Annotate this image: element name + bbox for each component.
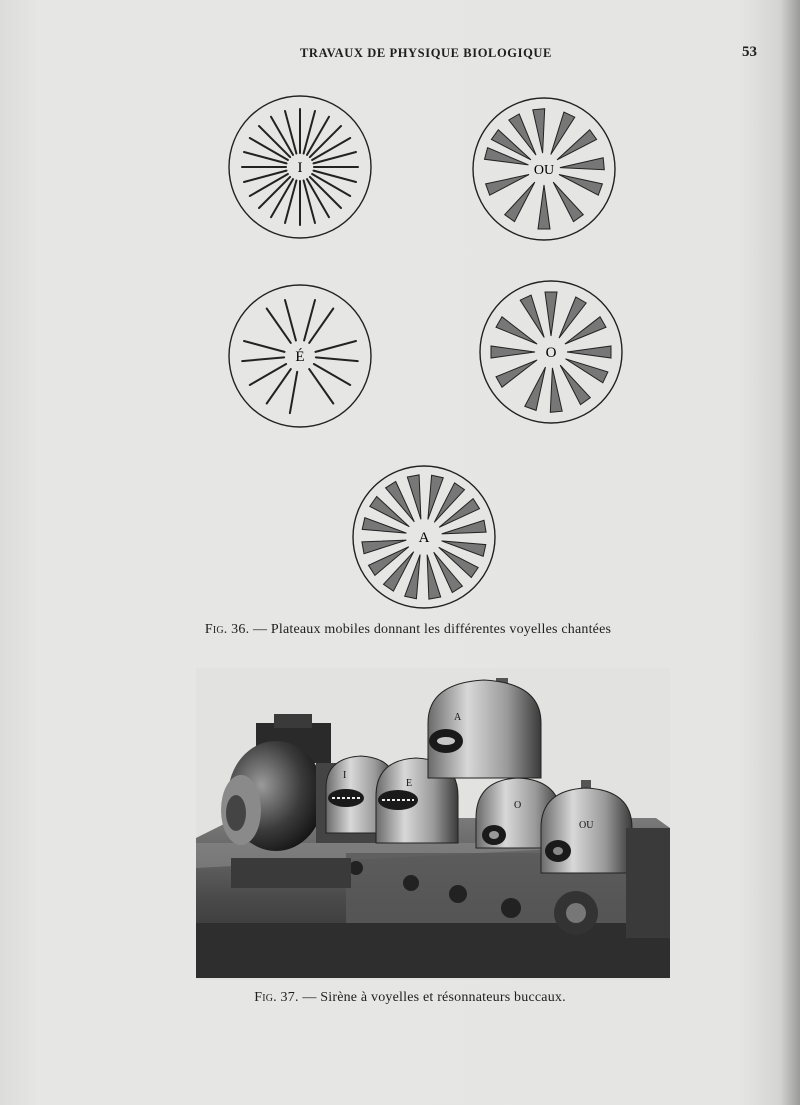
plate-slot: [538, 185, 550, 229]
plate-slot: [290, 372, 297, 413]
plate-slot: [316, 341, 357, 352]
plate-vowel-label: O: [545, 345, 557, 361]
figure-37-label: Fig. 37.: [254, 990, 299, 1005]
resonator-vowel-label: I: [343, 770, 347, 781]
running-head: [0, 46, 800, 66]
figure-37: [196, 668, 670, 980]
page-number: 53: [742, 44, 757, 60]
plate-slot: [285, 300, 296, 341]
plate-slot: [486, 175, 529, 196]
plate-slot: [285, 111, 296, 154]
plate-vowel-label: I: [297, 160, 303, 176]
plate-slot: [244, 341, 285, 352]
resonator-vowel-label: O: [514, 800, 522, 811]
plate-slot: [316, 357, 358, 361]
plate-slot: [314, 171, 357, 182]
plate-slot: [496, 360, 537, 387]
plate-slot: [304, 300, 315, 341]
plate-vowel-label: OU: [533, 163, 555, 178]
running-head-title: TRAVAUX DE PHYSIQUE BIOLOGIQUE: [300, 46, 552, 60]
plate-slot: [285, 181, 296, 224]
plate-slot: [244, 171, 287, 182]
plate-slot: [505, 182, 535, 222]
plate-e: [229, 285, 371, 427]
plate-slot: [496, 317, 537, 344]
plate-slot: [244, 152, 287, 163]
plate-slot: [567, 346, 611, 358]
figure-36: [215, 88, 635, 618]
plate-slot: [242, 357, 284, 361]
figure-36-caption-text: — Plateaux mobiles donnant les différentes voyelles chantées: [249, 622, 612, 637]
resonator-vowel-label: E: [406, 778, 413, 789]
figure-37-caption-text: — Sirène à voyelles et résonnateurs buccaux.: [298, 990, 566, 1005]
plate-slot: [550, 368, 562, 412]
plate-slot: [560, 158, 604, 170]
figure-37-engraving: [196, 668, 670, 980]
plate-slot: [520, 295, 544, 337]
plate-slot: [559, 175, 602, 196]
plate-slot: [491, 346, 535, 358]
plate-o: [480, 281, 622, 423]
plate-slot: [525, 367, 546, 410]
plate-a: [353, 466, 495, 608]
plate-slot: [314, 152, 357, 163]
plate-slot: [553, 182, 583, 222]
resonator-a: [428, 678, 541, 778]
plate-slot: [309, 309, 333, 343]
plate-i: [229, 96, 371, 238]
figure-36-plates: [215, 88, 635, 618]
resonator-vowel-label: OU: [579, 820, 594, 831]
plate-slot: [533, 109, 545, 153]
figure-37-caption: [10, 990, 800, 1006]
plate-ou: [473, 98, 615, 240]
resonator-vowel-label: A: [454, 712, 462, 723]
plate-vowel-label: É: [295, 349, 305, 365]
plate-slot: [267, 309, 291, 343]
figure-36-caption: [8, 622, 800, 638]
plate-slot: [545, 292, 557, 336]
plate-slot: [485, 148, 529, 165]
plate-vowel-label: A: [418, 530, 430, 546]
figure-36-label: Fig. 36.: [204, 622, 250, 637]
plate-slot: [304, 111, 315, 154]
plate-slot: [304, 181, 315, 224]
